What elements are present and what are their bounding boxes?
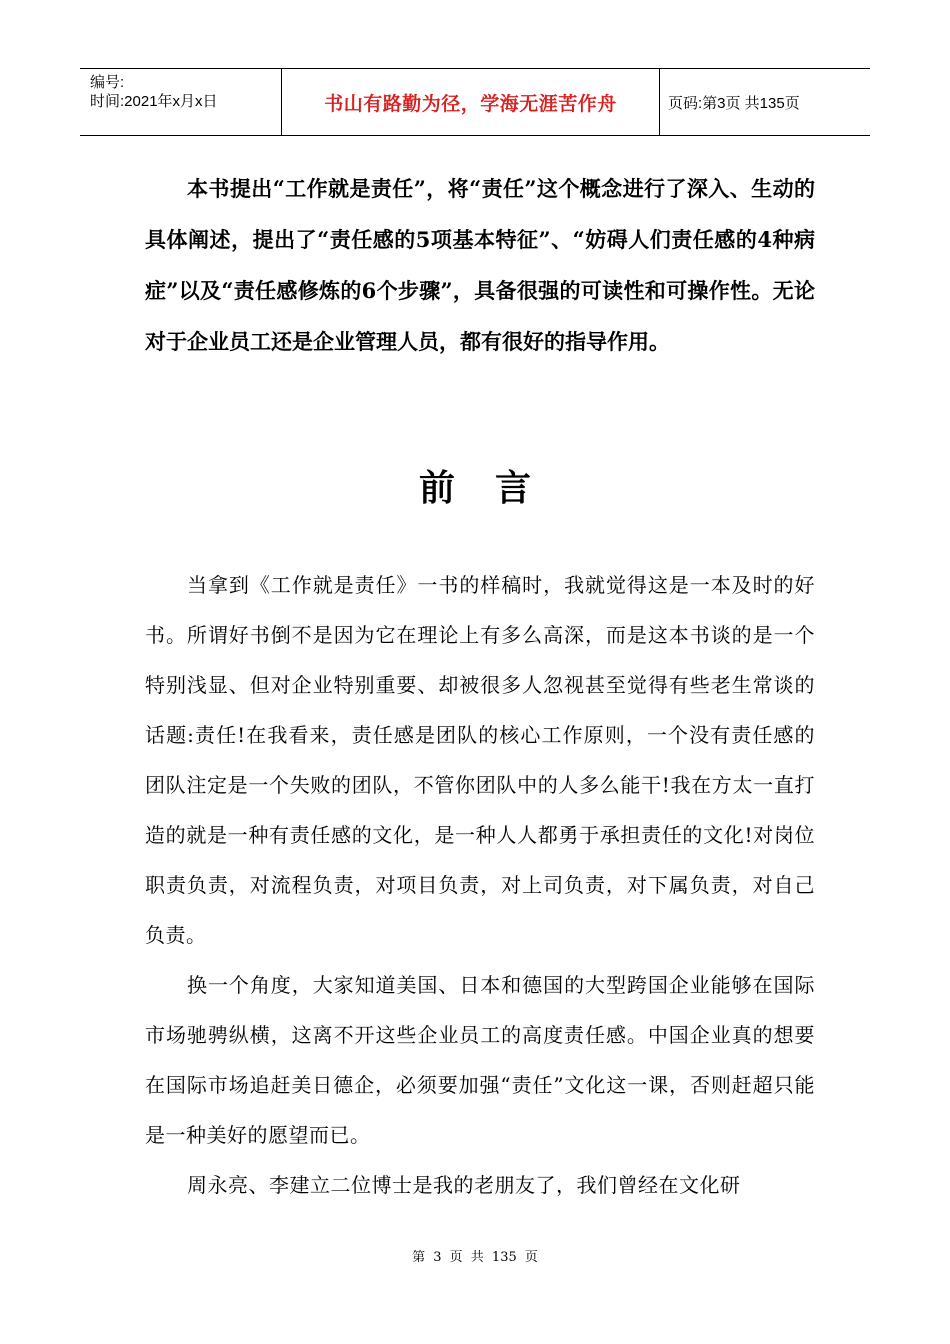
date-line: 时间:2021年x月x日 [90, 93, 218, 110]
preface-title: 前言 [418, 467, 571, 509]
summary-paragraph: 本书提出“工作就是责任”，将“责任”这个概念进行了深入、生动的具体阐述，提出了“责任感的5项基本特征”、“妨碍人们责任感的4种病症”以及“责任感修炼的6个步骤”，具备很强的可读性和可操作性。无论对于企业员工还是企业管理人员，都有很好的指导作用。 [145, 176, 815, 354]
preface-paragraph-1: 当拿到《工作就是责任》一书的样稿时，我就觉得这是一本及时的好书。所谓好书倒不是因为它在理论上有多么高深，而是这本书谈的是一个特别浅显、但对企业特别重要、却被很多人忽视甚至觉得有些老生常谈的话题:责任!在我看来，责任感是团队的核心工作原则，一个没有责任感的团队注定是一个失败的团队，不管你团队中的人多么能干!我在方太一直打造的就是一种有责任感的文化，是一种人人都勇于承担责任的文化!对岗位职责负责，对流程负责，对项目负责，对上司负责，对下属负责，对自己负责。 [145, 573, 815, 947]
document-header [80, 68, 870, 136]
preface-paragraph-3: 周永亮、李建立二位博士是我的老朋友了，我们曾经在文化研 [187, 1173, 741, 1197]
header-meta [80, 69, 282, 135]
header-motto: 书山有路勤为径，学海无涯苦作舟 [282, 69, 660, 135]
header-page-info: 页码:第3页 共135页 [668, 94, 800, 112]
page-footer: 第 3 页 共 135 页 [412, 1250, 538, 1265]
serial-number-label: 编号: [90, 74, 125, 91]
book-summary [145, 163, 815, 367]
preface-paragraph-2: 换一个角度，大家知道美国、日本和德国的大型跨国企业能够在国际市场驰骋纵横，这离不开这些企业员工的高度责任感。中国企业真的想要在国际市场追赶美日德企，必须要加强“责任”文化这一课，否则赶超只能是一种美好的愿望而已。 [145, 973, 815, 1147]
preface-body [145, 560, 815, 1210]
